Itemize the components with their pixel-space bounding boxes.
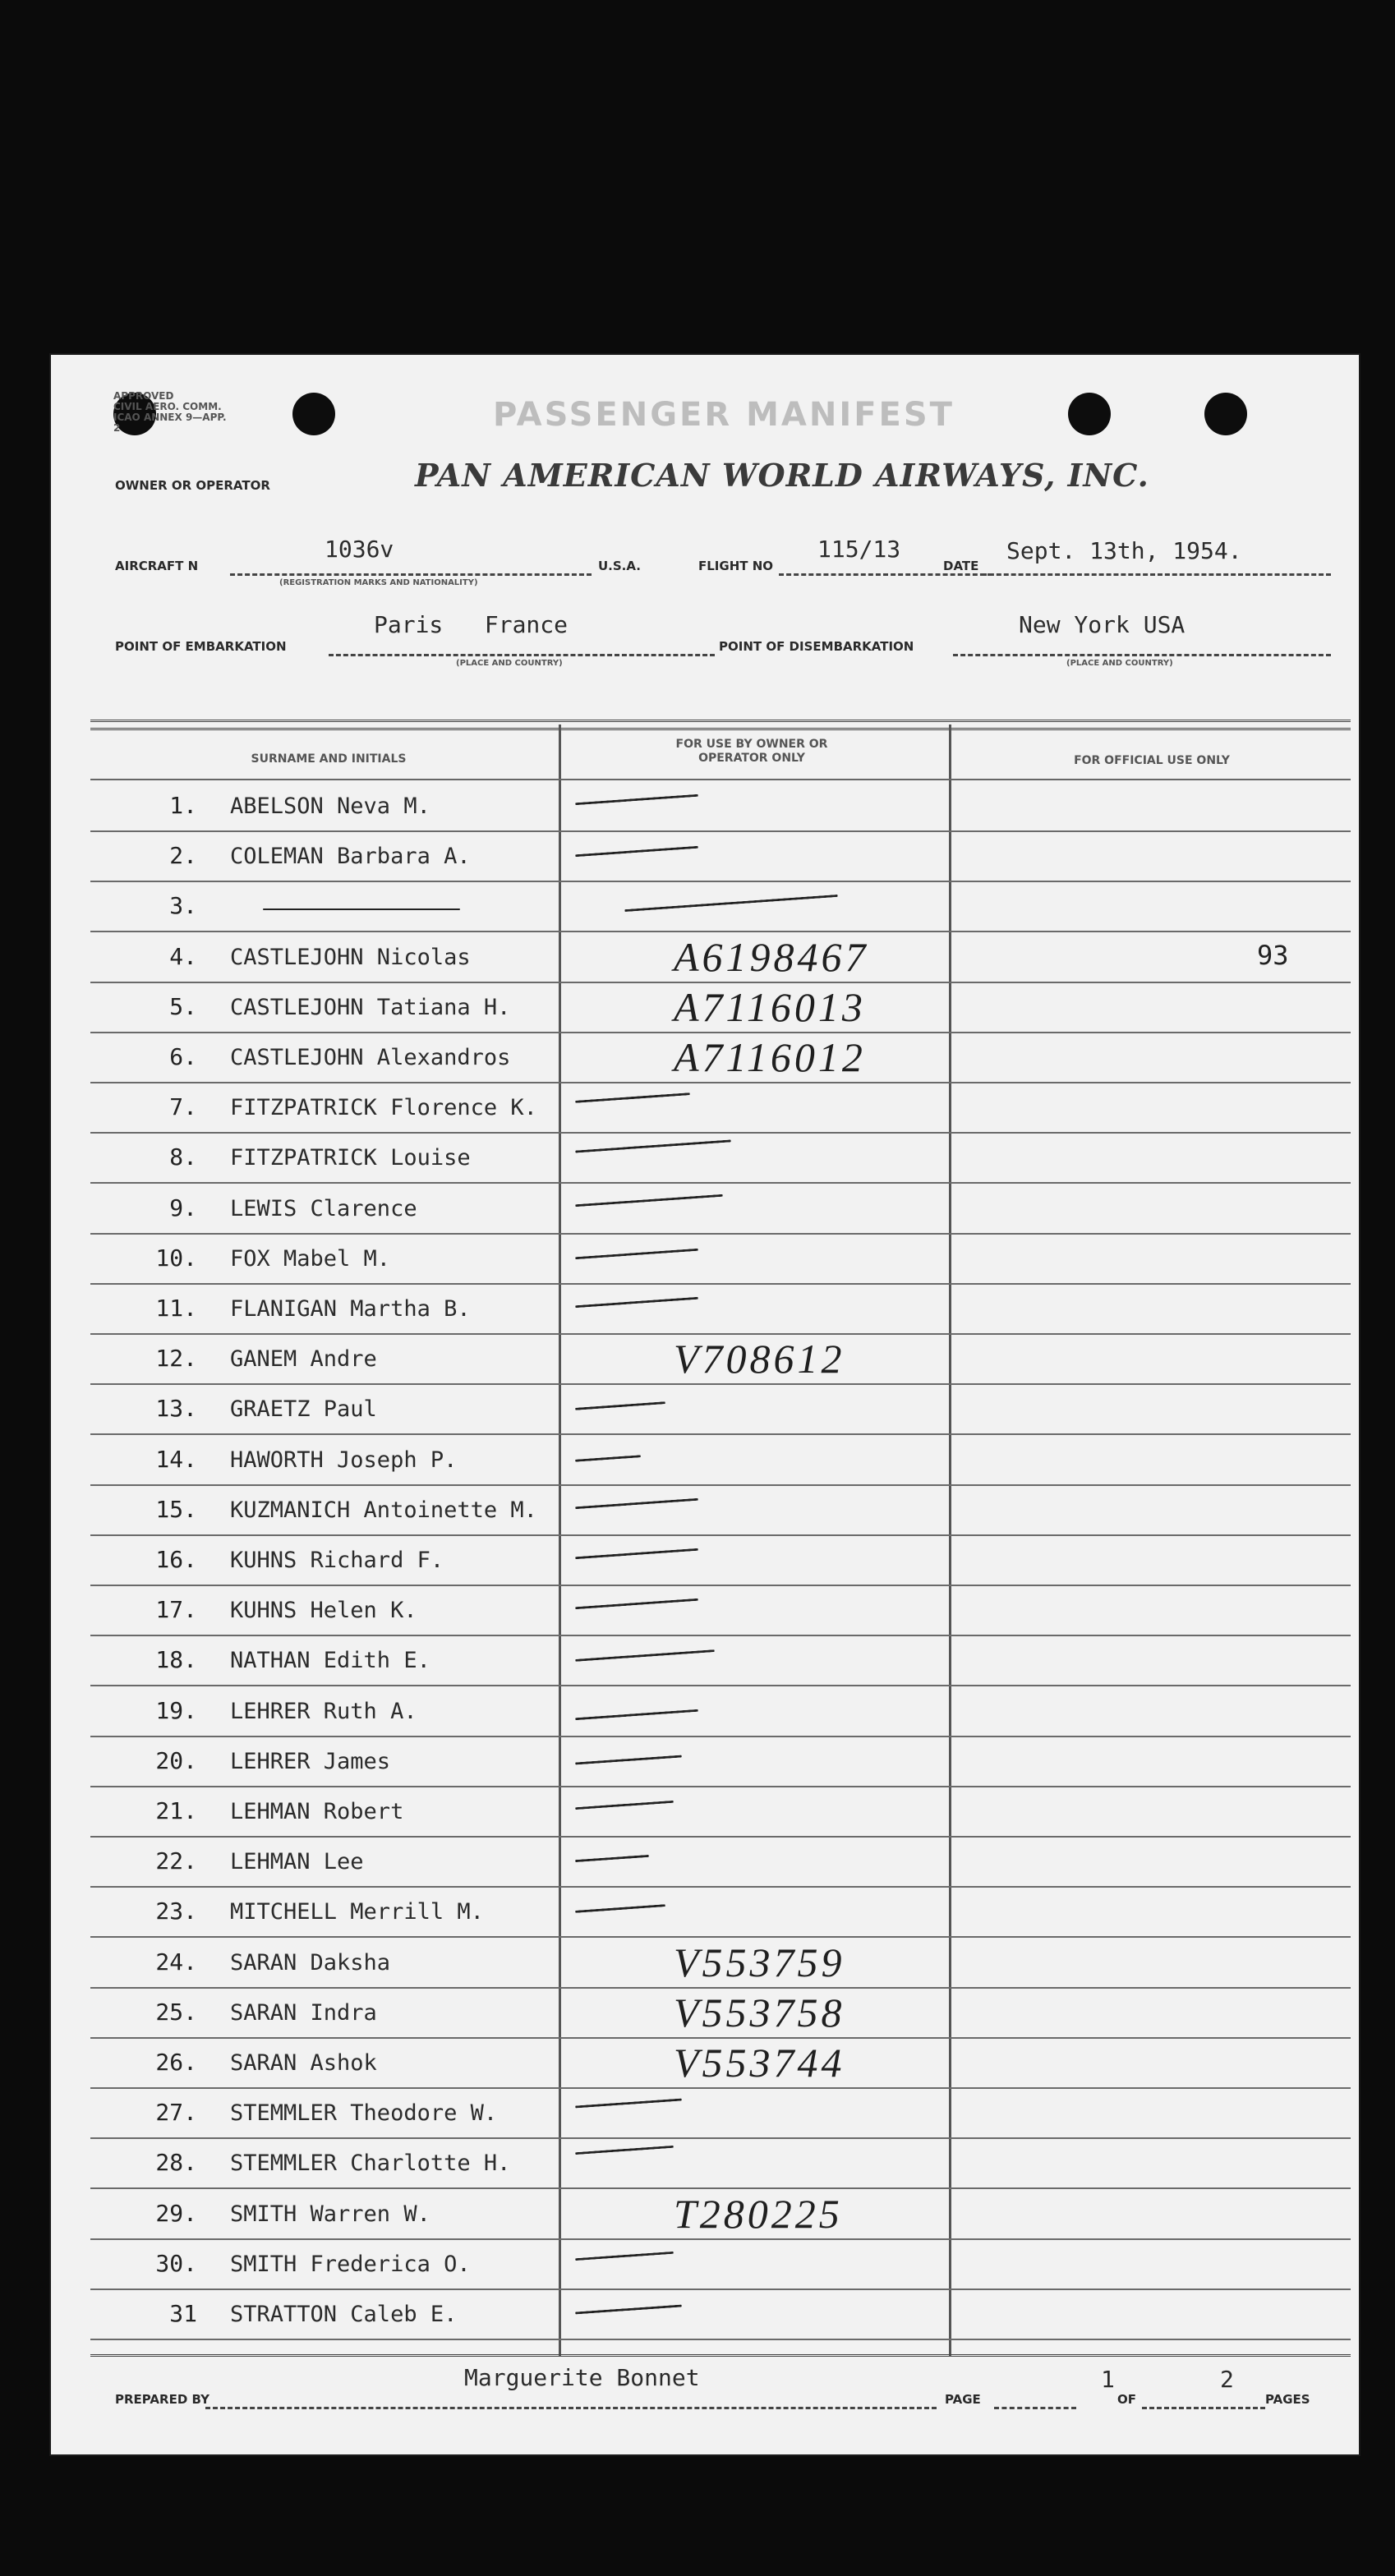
passenger-name: SARAN Indra — [230, 1999, 377, 2026]
passenger-name: LEHMAN Robert — [230, 1799, 404, 1824]
embark-label: POINT OF EMBARKATION — [115, 639, 287, 654]
handwritten-dash — [575, 1905, 665, 1914]
passenger-name: LEHRER James — [230, 1748, 391, 1774]
passenger-row — [90, 1484, 1351, 1536]
passenger-name: SARAN Ashok — [230, 2050, 377, 2076]
approval-line: ICAO ANNEX 9—APP. 2 — [113, 412, 227, 434]
handwritten-dash — [575, 1092, 690, 1103]
passenger-row — [90, 1434, 1351, 1486]
column-header-official: FOR OFFICIAL USE ONLY — [1074, 754, 1230, 767]
row-number: 12. — [155, 1345, 197, 1373]
passenger-name: LEHMAN Lee — [230, 1849, 364, 1875]
disembark-caption: (PLACE AND COUNTRY) — [1066, 659, 1173, 668]
owner-cell-value: V708612 — [674, 1336, 845, 1382]
row-number: 9. — [169, 1194, 197, 1221]
handwritten-dash — [575, 1709, 698, 1719]
passenger-row — [90, 1836, 1351, 1888]
passenger-row — [90, 2137, 1351, 2189]
column-header-owner: FOR USE BY OWNER OR OPERATOR ONLY — [675, 738, 828, 765]
passenger-name: KUZMANICH Antoinette M. — [230, 1497, 537, 1523]
passenger-name: LEWIS Clarence — [230, 1195, 417, 1221]
passenger-name: SMITH Frederica O. — [230, 2251, 471, 2277]
row-number: 28. — [155, 2149, 197, 2177]
passenger-row — [90, 932, 1351, 983]
official-cell-value: 93 — [1257, 939, 1289, 971]
aircraft-label: AIRCRAFT N — [115, 559, 199, 573]
date-value: Sept. 13th, 1954. — [1006, 537, 1242, 564]
passenger-name: FITZPATRICK Louise — [230, 1145, 471, 1171]
passenger-row — [90, 2238, 1351, 2290]
passenger-row — [90, 1082, 1351, 1134]
passenger-name: STEMMLER Theodore W. — [230, 2100, 498, 2127]
disembark-value: New York USA — [1019, 611, 1186, 638]
handwritten-dash — [575, 1548, 698, 1559]
handwritten-dash — [575, 2304, 682, 2314]
handwritten-dash — [575, 1855, 649, 1862]
passenger-name: LEHRER Ruth A. — [230, 1698, 417, 1724]
of-label: OF — [1117, 2392, 1136, 2407]
passenger-row — [90, 2288, 1351, 2340]
passenger-name: MITCHELL Merrill M. — [230, 1899, 484, 1925]
passenger-row — [90, 1132, 1351, 1184]
passenger-name: STEMMLER Charlotte H. — [230, 2150, 511, 2177]
row-number: 11. — [155, 1295, 197, 1322]
owner-cell-value: A7116012 — [674, 1034, 866, 1080]
page-total: 2 — [1220, 2366, 1234, 2393]
passenger-row — [90, 1383, 1351, 1435]
blank-name-stroke — [263, 908, 460, 910]
passenger-row — [90, 2087, 1351, 2139]
handwritten-dash — [575, 1755, 682, 1764]
owner-cell-value: V553759 — [674, 1939, 845, 1985]
row-number: 30. — [155, 2249, 197, 2277]
row-number: 19. — [155, 1696, 197, 1724]
punch-hole — [1068, 393, 1111, 435]
pages-label: PAGES — [1265, 2392, 1310, 2407]
passenger-row — [90, 780, 1351, 832]
row-number: 10. — [155, 1244, 197, 1272]
handwritten-dash — [575, 1402, 665, 1411]
prepared-label: PREPARED BY — [115, 2392, 209, 2407]
row-number: 27. — [155, 2099, 197, 2127]
row-number: 5. — [169, 992, 197, 1020]
passenger-name: KUHNS Richard F. — [230, 1548, 444, 1573]
passenger-name: SMITH Warren W. — [230, 2201, 430, 2227]
punch-hole — [1204, 393, 1247, 435]
passenger-row — [90, 1032, 1351, 1083]
prepared-by-value: Marguerite Bonnet — [464, 2364, 700, 2391]
row-number: 21. — [155, 1797, 197, 1824]
flight-label: FLIGHT NO — [698, 559, 774, 573]
handwritten-dash — [575, 1194, 723, 1207]
passenger-row — [90, 1283, 1351, 1335]
row-number: 29. — [155, 2199, 197, 2227]
row-number: 22. — [155, 1847, 197, 1875]
passenger-name: SARAN Daksha — [230, 1949, 391, 1976]
row-number: 20. — [155, 1746, 197, 1774]
handwritten-dash — [575, 1598, 698, 1609]
passenger-row — [90, 1534, 1351, 1586]
passenger-name: KUHNS Helen K. — [230, 1598, 417, 1624]
punch-hole — [292, 393, 335, 435]
usa-label: U.S.A. — [598, 559, 641, 573]
row-number: 26. — [155, 2049, 197, 2076]
form-title: PASSENGER MANIFEST — [493, 396, 955, 434]
handwritten-dash — [575, 2146, 674, 2155]
row-number: 4. — [169, 942, 197, 970]
passenger-row — [90, 881, 1351, 932]
passenger-row — [90, 1635, 1351, 1686]
handwritten-dash — [575, 1140, 731, 1153]
disembark-label: POINT OF DISEMBARKATION — [719, 639, 914, 654]
passenger-row — [90, 1233, 1351, 1285]
passenger-row — [90, 1585, 1351, 1636]
passenger-row — [90, 2188, 1351, 2240]
row-number: 16. — [155, 1546, 197, 1573]
company-name: PAN AMERICAN WORLD AIRWAYS, INC. — [415, 457, 1149, 494]
passenger-row — [90, 1183, 1351, 1235]
approval-line: APPROVED — [113, 390, 174, 402]
handwritten-dash — [575, 1498, 698, 1509]
date-label: DATE — [943, 559, 979, 573]
row-number: 15. — [155, 1495, 197, 1523]
column-header-surname: SURNAME AND INITIALS — [251, 752, 407, 766]
manifest-sheet — [49, 353, 1360, 2456]
embark-value: Paris France — [374, 611, 569, 638]
handwritten-dash — [575, 794, 698, 805]
owner-cell-value: A7116013 — [674, 983, 866, 1030]
registration-caption: (REGISTRATION MARKS AND NATIONALITY) — [279, 578, 478, 587]
owner-label: OWNER OR OPERATOR — [115, 478, 270, 493]
embark-caption: (PLACE AND COUNTRY) — [456, 659, 563, 668]
passenger-name: CASTLEJOHN Tatiana H. — [230, 994, 511, 1020]
passenger-row — [90, 1987, 1351, 2039]
passenger-name: GANEM Andre — [230, 1346, 377, 1373]
passenger-name: FLANIGAN Martha B. — [230, 1296, 471, 1322]
passenger-name: HAWORTH Joseph P. — [230, 1447, 458, 1473]
row-number: 14. — [155, 1445, 197, 1473]
handwritten-dash — [624, 895, 838, 912]
passenger-row — [90, 1736, 1351, 1787]
page-number: 1 — [1101, 2366, 1115, 2393]
owner-cell-value: A6198467 — [674, 933, 869, 980]
row-number: 23. — [155, 1898, 197, 1925]
handwritten-dash — [575, 1801, 674, 1810]
passenger-name: CASTLEJOHN Alexandros — [230, 1045, 511, 1070]
page-label: PAGE — [945, 2392, 981, 2407]
passenger-row — [90, 1333, 1351, 1385]
passenger-row — [90, 1937, 1351, 1989]
passenger-name: CASTLEJOHN Nicolas — [230, 944, 471, 970]
passenger-row — [90, 1886, 1351, 1938]
passenger-name: GRAETZ Paul — [230, 1396, 377, 1423]
approval-stamp — [113, 391, 228, 434]
handwritten-dash — [575, 1649, 715, 1662]
approval-line: CIVIL AERO. COMM. — [113, 401, 222, 412]
row-number: 31 — [169, 2300, 197, 2327]
handwritten-dash — [575, 2252, 674, 2261]
passenger-name: FITZPATRICK Florence K. — [230, 1095, 537, 1121]
row-number: 18. — [155, 1646, 197, 1674]
passenger-row — [90, 2037, 1351, 2089]
owner-cell-value: V553758 — [674, 1989, 845, 2036]
row-number: 17. — [155, 1596, 197, 1624]
row-number: 6. — [169, 1043, 197, 1070]
passenger-row — [90, 1686, 1351, 1737]
passenger-row — [90, 1786, 1351, 1838]
row-number: 24. — [155, 1948, 197, 1976]
passenger-name: STRATTON Caleb E. — [230, 2302, 458, 2327]
passenger-name: FOX Mabel M. — [230, 1245, 391, 1272]
handwritten-dash — [575, 1297, 698, 1308]
row-number: 7. — [169, 1093, 197, 1121]
row-number: 2. — [169, 842, 197, 870]
passenger-row — [90, 982, 1351, 1033]
handwritten-dash — [575, 1455, 641, 1462]
row-number: 1. — [169, 792, 197, 819]
passenger-name: NATHAN Edith E. — [230, 1648, 430, 1674]
flight-value: 115/13 — [817, 536, 901, 563]
handwritten-dash — [575, 846, 698, 857]
row-number: 13. — [155, 1395, 197, 1423]
owner-cell-value: V553744 — [674, 2040, 845, 2086]
owner-cell-value: T280225 — [674, 2190, 843, 2237]
passenger-name: COLEMAN Barbara A. — [230, 844, 471, 870]
passenger-name: ABELSON Neva M. — [230, 794, 430, 819]
handwritten-dash — [575, 2099, 682, 2109]
passenger-row — [90, 830, 1351, 882]
row-number: 3. — [169, 892, 197, 920]
row-number: 25. — [155, 1998, 197, 2026]
aircraft-value: 1036v — [325, 536, 394, 563]
handwritten-dash — [575, 1249, 698, 1259]
row-number: 8. — [169, 1143, 197, 1171]
